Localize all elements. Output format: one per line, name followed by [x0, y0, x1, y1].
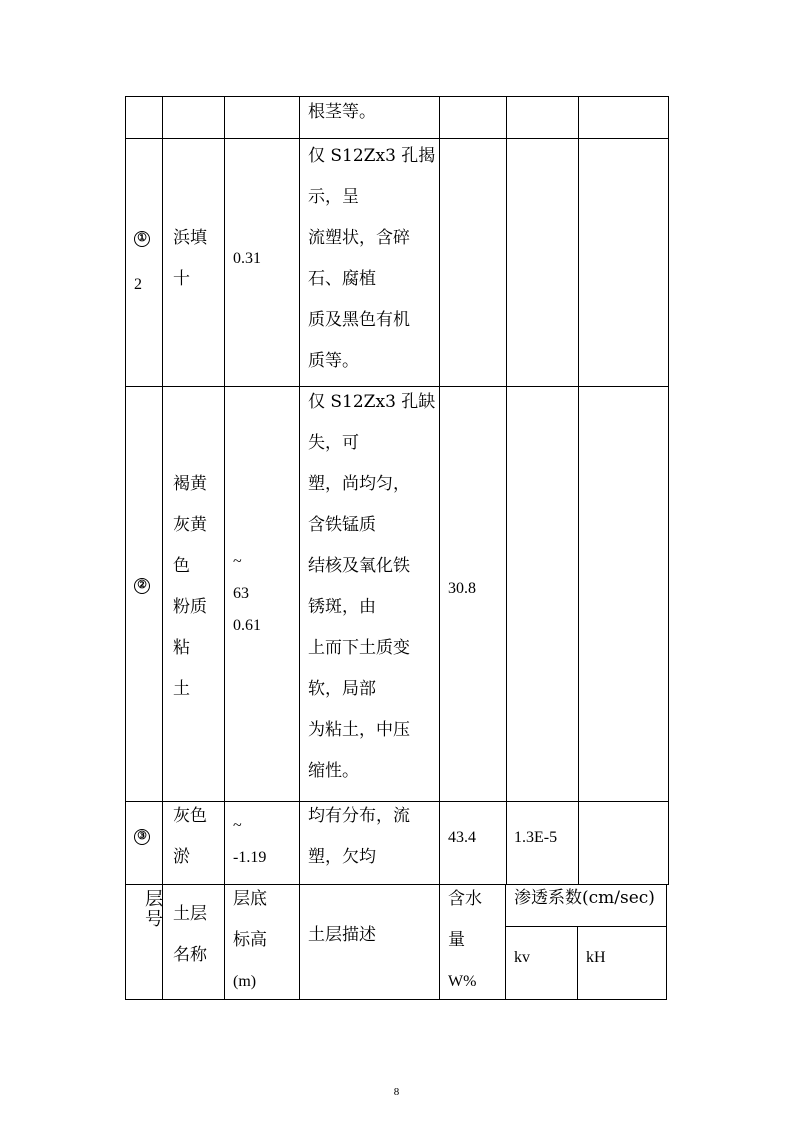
- header-layer-no: 层 号: [145, 889, 163, 930]
- header-kv: kv: [514, 949, 530, 966]
- header-description: 土层描述: [308, 925, 376, 945]
- row3-elevation: ~ -1.19: [233, 817, 267, 866]
- row2-soil-name: 褐黄 灰黄 色 粉质 粘 土: [173, 474, 207, 699]
- row3-water-content: 43.4: [448, 829, 476, 846]
- row2-elevation: ~ 63 0.61: [233, 553, 261, 634]
- layer-1-sub: 2: [134, 276, 142, 293]
- header-kh: kH: [586, 949, 606, 966]
- layer-1-symbol: ①: [134, 231, 150, 247]
- row2-description: 仅 S12Zx3 孔缺 失，可 塑，尚均匀， 含铁锰质 结核及氧化铁 锈斑，由 上而下土质变 软，局部 为粘土，中压 缩性。: [308, 392, 436, 781]
- row3-soil-name: 灰色 淤: [173, 806, 207, 867]
- row2-water-content: 30.8: [448, 580, 476, 597]
- layer-2-symbol: ②: [134, 578, 150, 594]
- layer-3-symbol: ③: [134, 829, 150, 845]
- header-soil-name: 土层 名称: [173, 904, 207, 965]
- row1-elevation: 0.31: [233, 250, 261, 267]
- header-permeability: 渗透系数(cm/sec): [514, 888, 655, 908]
- row3-kv: 1.3E-5: [514, 829, 558, 846]
- row1-soil-name: 浜填 十: [173, 228, 207, 289]
- row3-description: 均有分布，流 塑，欠均: [308, 806, 410, 867]
- header-bottom-elevation: 层底 标高 (m): [233, 889, 267, 990]
- row1-description: 仅 S12Zx3 孔揭 示，呈 流塑状，含碎 石、腐植 质及黑色有机 质等。: [308, 146, 436, 371]
- page-number: 8: [393, 1086, 400, 1098]
- row0-desc: 根茎等。: [308, 102, 376, 122]
- header-water-content: 含水 量 W%: [448, 889, 482, 990]
